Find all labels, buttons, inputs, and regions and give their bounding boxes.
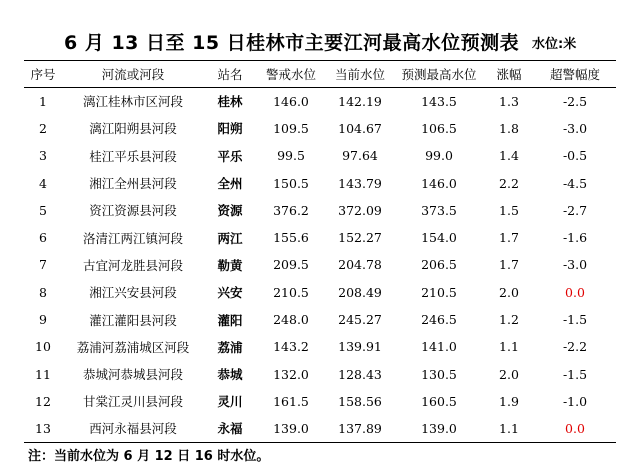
cell-current-level: 245.27	[338, 312, 382, 328]
cell-current-level: 139.91	[338, 339, 382, 355]
cell-warning-level: 161.5	[273, 393, 309, 409]
cell-over-warning: 0.0	[565, 284, 585, 300]
cell-current-level: 158.56	[338, 393, 382, 409]
cell-no: 1	[39, 93, 47, 109]
table-row	[24, 224, 616, 251]
cell-over-warning: -0.5	[562, 148, 588, 164]
cell-current-level: 204.78	[338, 257, 382, 273]
cell-station: 荔浦	[217, 339, 243, 355]
cell-warning-level: 210.5	[273, 284, 309, 300]
cell-station: 两江	[217, 230, 243, 246]
table-row	[24, 360, 616, 387]
cell-forecast-level: 160.5	[421, 393, 457, 409]
cell-station: 平乐	[217, 148, 243, 164]
cell-warning-level: 99.5	[277, 148, 305, 164]
cell-forecast-level: 210.5	[421, 284, 457, 300]
cell-no: 8	[39, 284, 47, 300]
header-current-level: 当前水位	[326, 61, 394, 88]
cell-rise: 1.4	[499, 148, 519, 164]
table-row	[24, 251, 616, 278]
cell-warning-level: 132.0	[273, 366, 309, 382]
cell-rise: 1.7	[499, 257, 519, 273]
cell-no: 11	[35, 366, 51, 382]
cell-forecast-level: 139.0	[394, 415, 484, 442]
cell-current-level: 143.79	[338, 175, 382, 191]
cell-warning-level: 146.0	[273, 93, 309, 109]
cell-rise: 1.5	[499, 202, 519, 218]
cell-rise: 1.7	[499, 230, 519, 246]
cell-forecast-level: 373.5	[421, 202, 457, 218]
cell-no: 7	[39, 257, 47, 273]
cell-rise: 1.8	[499, 120, 519, 136]
cell-forecast-level: 141.0	[421, 339, 457, 355]
cell-over-warning: -1.5	[562, 366, 588, 382]
table-row	[24, 388, 616, 415]
cell-over-warning: -1.0	[562, 393, 588, 409]
cell-river: 资江资源县河段	[89, 203, 177, 219]
cell-warning-level: 155.6	[273, 230, 309, 246]
cell-station: 资源	[217, 203, 243, 219]
cell-current-level: 128.43	[338, 366, 382, 382]
cell-river: 西河永福县河段	[62, 415, 204, 442]
cell-warning-level: 150.5	[273, 175, 309, 191]
cell-over-warning: 0.0	[534, 415, 616, 442]
page-title: 6 月 13 日至 15 日桂林市主要江河最高水位预测表	[64, 32, 520, 54]
cell-rise: 2.2	[499, 175, 519, 191]
cell-no: 13	[24, 415, 62, 442]
cell-over-warning: -3.0	[562, 120, 588, 136]
footnote: 注：当前水位为 6 月 12 日 16 时水位。	[28, 449, 270, 464]
cell-over-warning: -2.2	[562, 339, 588, 355]
cell-station: 灌阳	[217, 312, 243, 328]
table-row	[24, 88, 616, 115]
cell-no: 4	[39, 175, 47, 191]
cell-no: 12	[35, 393, 51, 409]
cell-river: 漓江桂林市区河段	[82, 94, 183, 110]
cell-no: 9	[39, 312, 47, 328]
cell-warning-level: 376.2	[273, 202, 309, 218]
header-no: 序号	[24, 61, 62, 88]
cell-station: 桂林	[217, 94, 243, 110]
header-rise: 涨幅	[484, 61, 534, 88]
cell-station: 永福	[204, 415, 256, 442]
cell-current-level: 208.49	[338, 284, 382, 300]
cell-forecast-level: 154.0	[421, 230, 457, 246]
table-row	[24, 142, 616, 169]
cell-current-level: 372.09	[338, 202, 382, 218]
cell-current-level: 137.89	[326, 415, 394, 442]
water-level-table	[24, 60, 616, 443]
cell-river: 湘江全州县河段	[89, 176, 177, 192]
cell-rise: 1.1	[499, 339, 519, 355]
cell-forecast-level: 206.5	[421, 257, 457, 273]
cell-rise: 1.2	[499, 312, 519, 328]
table-row	[24, 333, 616, 360]
table-row	[24, 415, 616, 442]
unit-label: 水位:米	[532, 37, 577, 52]
cell-river: 甘棠江灵川县河段	[82, 394, 183, 410]
cell-rise: 1.1	[484, 415, 534, 442]
cell-forecast-level: 106.5	[421, 120, 457, 136]
cell-no: 6	[39, 230, 47, 246]
cell-river: 灌江灌阳县河段	[89, 312, 177, 328]
cell-river: 恭城河恭城县河段	[82, 367, 183, 383]
cell-over-warning: -2.7	[562, 202, 588, 218]
cell-current-level: 97.64	[342, 148, 378, 164]
header-river: 河流或河段	[62, 61, 204, 88]
cell-no: 2	[39, 120, 47, 136]
cell-warning-level: 209.5	[273, 257, 309, 273]
table-row	[24, 197, 616, 224]
cell-current-level: 152.27	[338, 230, 382, 246]
table-header-row	[24, 61, 616, 88]
table-row	[24, 279, 616, 306]
table-row	[24, 115, 616, 142]
cell-river: 漓江阳朔县河段	[89, 121, 177, 137]
cell-river: 洛清江两江镇河段	[82, 230, 183, 246]
cell-river: 湘江兴安县河段	[89, 285, 177, 301]
table-row	[24, 169, 616, 196]
cell-station: 灵川	[217, 394, 243, 410]
cell-forecast-level: 146.0	[421, 175, 457, 191]
cell-warning-level: 109.5	[273, 120, 309, 136]
cell-forecast-level: 130.5	[421, 366, 457, 382]
cell-station: 全州	[217, 176, 243, 192]
cell-river: 古宜河龙胜县河段	[82, 257, 183, 273]
cell-rise: 1.3	[499, 93, 519, 109]
cell-river: 荔浦河荔浦城区河段	[76, 339, 190, 355]
cell-no: 3	[39, 148, 47, 164]
cell-rise: 1.9	[499, 393, 519, 409]
header-warning-level: 警戒水位	[256, 61, 326, 88]
header-station: 站名	[204, 61, 256, 88]
cell-forecast-level: 143.5	[421, 93, 457, 109]
title-row	[0, 28, 640, 58]
table-row	[24, 306, 616, 333]
cell-station: 阳朔	[217, 121, 243, 137]
cell-over-warning: -1.6	[562, 230, 588, 246]
cell-over-warning: -1.5	[562, 312, 588, 328]
cell-over-warning: -3.0	[562, 257, 588, 273]
cell-no: 10	[35, 339, 51, 355]
cell-station: 勒黄	[217, 257, 243, 273]
cell-warning-level: 139.0	[256, 415, 326, 442]
cell-river: 桂江平乐县河段	[89, 148, 177, 164]
cell-forecast-level: 246.5	[421, 312, 457, 328]
cell-rise: 2.0	[499, 284, 519, 300]
cell-no: 5	[39, 202, 47, 218]
cell-over-warning: -4.5	[562, 175, 588, 191]
cell-over-warning: -2.5	[562, 93, 588, 109]
cell-station: 恭城	[217, 367, 243, 383]
cell-current-level: 104.67	[338, 120, 382, 136]
cell-warning-level: 143.2	[273, 339, 309, 355]
header-forecast-level: 预测最高水位	[394, 61, 484, 88]
header-over-warning: 超警幅度	[534, 61, 616, 88]
cell-rise: 2.0	[499, 366, 519, 382]
cell-warning-level: 248.0	[273, 312, 309, 328]
cell-current-level: 142.19	[338, 93, 382, 109]
cell-forecast-level: 99.0	[425, 148, 453, 164]
cell-station: 兴安	[217, 285, 243, 301]
